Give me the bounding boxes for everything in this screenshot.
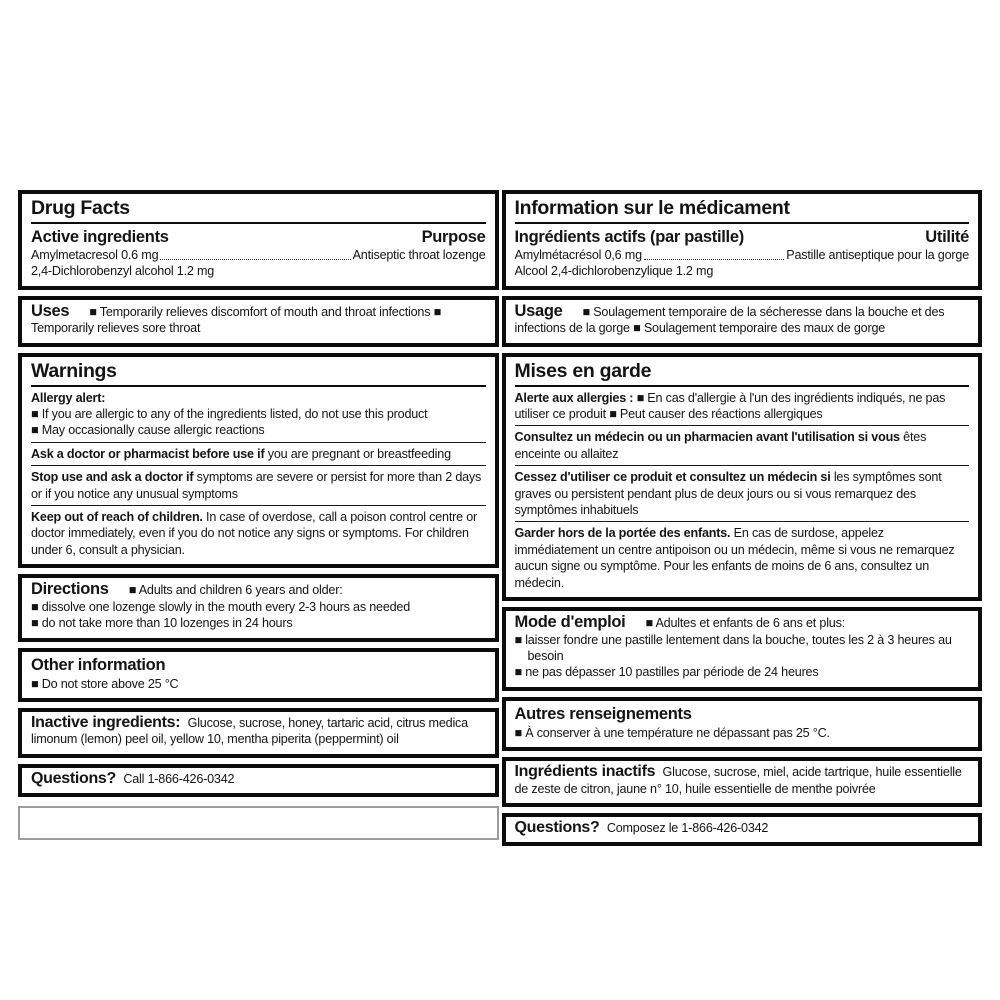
alerte-allergies-section — [515, 390, 970, 423]
warnings-box — [18, 353, 499, 569]
garder-section — [515, 525, 970, 591]
uses-heading: Uses — [31, 301, 70, 320]
drug-facts-label — [18, 190, 982, 852]
ask-doctor-section — [31, 446, 486, 462]
ingredients-actifs-header-row — [515, 227, 970, 247]
ask-doctor-lead: Ask a doctor or pharmacist before use if — [31, 446, 265, 461]
ingredient-actif-row — [515, 247, 970, 263]
ingredient-name: Amylmétacrésol 0,6 mg — [514, 248, 642, 262]
uses-text: ■ Temporarily relieves discomfort of mouth and throat infections ■ Temporarily relieves sore throat — [31, 304, 442, 336]
ingredients-inactifs-heading: Ingrédients inactifs — [514, 763, 656, 781]
information-medicament-title: Information sur le médicament — [514, 197, 790, 219]
active-ingredient-row — [31, 247, 486, 263]
inactive-ingredients-heading: Inactive ingredients: — [31, 713, 181, 731]
ingredients-inactifs-text: Glucose, sucrose, miel, acide tartrique, huile essentielle de zeste de citron, jaune n° 10, huile essentielle de menthe poivrée — [514, 765, 962, 796]
autres-renseignements-box — [502, 697, 983, 751]
ingredient-purpose: Antiseptic throat lozenge — [352, 248, 486, 262]
mode-emploi-intro: ■ Adultes et enfants de 6 ans et plus: — [645, 616, 845, 631]
cessez-lead: Cessez d'utiliser ce produit et consultez un médecin si — [514, 470, 831, 485]
title-divider — [515, 385, 970, 387]
other-information-text: ■ Do not store above 25 °C — [31, 676, 179, 691]
title-divider — [515, 222, 970, 224]
utilite-heading: Utilité — [925, 228, 969, 246]
consultez-lead: Consultez un médecin ou un pharmacien avant l'utilisation si vous — [514, 430, 900, 445]
garder-text: En cas de surdose, appelez immédiatement un centre antipoison ou un médecin, même si vous ne remarquez aucun signe ou symptôme. Pour les enfants de moins de 6 ans, consultez un médecin. — [514, 526, 955, 590]
usage-heading: Usage — [514, 301, 563, 320]
title-divider — [31, 385, 486, 387]
french-column — [502, 190, 983, 852]
mode-emploi-bullet: ■ laisser fondre une pastille lentement dans la bouche, toutes les 2 à 3 heures au besoin — [514, 632, 952, 663]
purpose-heading: Purpose — [421, 228, 486, 246]
dot-leader — [160, 259, 350, 260]
usage-text: ■ Soulagement temporaire de la sécheresse dans la bouche et des infections de la gorge ■ Soulagement temporaire des maux de gorge — [514, 304, 945, 336]
english-column — [18, 190, 499, 840]
allergy-alert-section — [31, 390, 486, 439]
autres-renseignements-text: ■ À conserver à une température ne dépassant pas 25 °C. — [514, 725, 830, 740]
allergy-bullet: ■ May occasionally cause allergic reactions — [31, 423, 265, 438]
empty-placeholder-box — [18, 806, 499, 840]
consultez-section — [515, 429, 970, 462]
directions-header-line — [31, 581, 486, 598]
cessez-section — [515, 469, 970, 518]
directions-intro: ■ Adults and children 6 years and older: — [128, 583, 343, 598]
drug-facts-title: Drug Facts — [31, 197, 130, 219]
questions-phone: Composez le 1-866-426-0342 — [603, 820, 769, 835]
warnings-title: Warnings — [31, 359, 117, 382]
ingredient-purpose: Pastille antiseptique pour la gorge — [786, 248, 969, 262]
keep-out-section — [31, 509, 486, 558]
section-divider — [515, 521, 970, 522]
directions-bullet: ■ dissolve one lozenge slowly in the mouth every 2-3 hours as needed — [31, 599, 411, 614]
ingredients-actifs-heading: Ingrédients actifs (par pastille) — [514, 228, 744, 246]
mises-en-garde-box — [502, 353, 983, 601]
ask-doctor-text: you are pregnant or breastfeeding — [264, 446, 451, 461]
section-divider — [515, 425, 970, 426]
questions-phone: Call 1-866-426-0342 — [120, 771, 235, 786]
mode-emploi-heading: Mode d'emploi — [514, 613, 626, 632]
title-divider — [31, 222, 486, 224]
section-divider — [515, 465, 970, 466]
other-information-box — [18, 648, 499, 702]
stop-use-section — [31, 469, 486, 502]
directions-box — [18, 574, 499, 641]
consultez-text: êtes enceinte ou allaitez — [514, 430, 927, 461]
stop-use-lead: Stop use and ask a doctor if — [31, 470, 194, 485]
drug-facts-box — [18, 190, 499, 290]
garder-lead: Garder hors de la portée des enfants. — [514, 526, 731, 541]
uses-box — [18, 296, 499, 347]
mode-emploi-bullet: ■ ne pas dépasser 10 pastilles par période de 24 heures — [514, 665, 819, 680]
allergy-bullet: ■ If you are allergic to any of the ingredients listed, do not use this product — [31, 407, 428, 422]
mises-en-garde-title: Mises en garde — [514, 359, 652, 382]
directions-bullet: ■ do not take more than 10 lozenges in 24 hours — [31, 616, 293, 631]
questions-heading: Questions? — [31, 769, 117, 787]
alerte-allergies-text: ■ En cas d'allergie à l'un des ingrédients indiqués, ne pas utiliser ce produit ■ Peut causer des réactions allergiques — [514, 390, 946, 422]
information-medicament-box — [502, 190, 983, 290]
mode-emploi-box — [502, 607, 983, 691]
questions-fr-box — [502, 813, 983, 846]
keep-out-lead: Keep out of reach of children. — [31, 510, 203, 525]
active-ingredients-header-row — [31, 227, 486, 247]
ingredient-name-2: Alcool 2,4-dichlorobenzylique 1.2 mg — [514, 264, 714, 279]
inactive-ingredients-box — [18, 708, 499, 758]
autres-renseignements-heading: Autres renseignements — [514, 704, 692, 723]
keep-out-text: In case of overdose, call a poison control centre or doctor immediately, even if you do not notice any signs or symptoms. For children under 6, consult a physician. — [31, 510, 478, 557]
other-information-heading: Other information — [31, 655, 166, 674]
ingredient-name: Amylmetacresol 0.6 mg — [31, 248, 159, 262]
cessez-text: les symptômes sont graves ou persistent pendant plus de deux jours ou si vous remarquez des symptômes inhabituels — [514, 470, 942, 518]
alerte-allergies-lead: Alerte aux allergies : — [514, 390, 634, 405]
active-ingredients-heading: Active ingredients — [31, 228, 169, 246]
section-divider — [31, 442, 486, 443]
ingredients-inactifs-box — [502, 757, 983, 807]
usage-box — [502, 296, 983, 347]
questions-box — [18, 764, 499, 797]
stop-use-text: symptoms are severe or persist for more than 2 days or if you notice any unusual symptoms — [31, 470, 482, 501]
questions-heading: Questions? — [514, 818, 600, 836]
allergy-alert-heading: Allergy alert: — [31, 390, 106, 405]
ingredient-name-2: 2,4-Dichlorobenzyl alcohol 1.2 mg — [31, 264, 215, 279]
inactive-ingredients-text: Glucose, sucrose, honey, tartaric acid, citrus medica limonum (lemon) peel oil, yellow 10, mentha piperita (peppermint) oil — [31, 715, 468, 747]
mode-emploi-header-line — [515, 614, 970, 631]
directions-heading: Directions — [31, 580, 109, 599]
dot-leader — [644, 259, 784, 260]
section-divider — [31, 465, 486, 466]
section-divider — [31, 505, 486, 506]
